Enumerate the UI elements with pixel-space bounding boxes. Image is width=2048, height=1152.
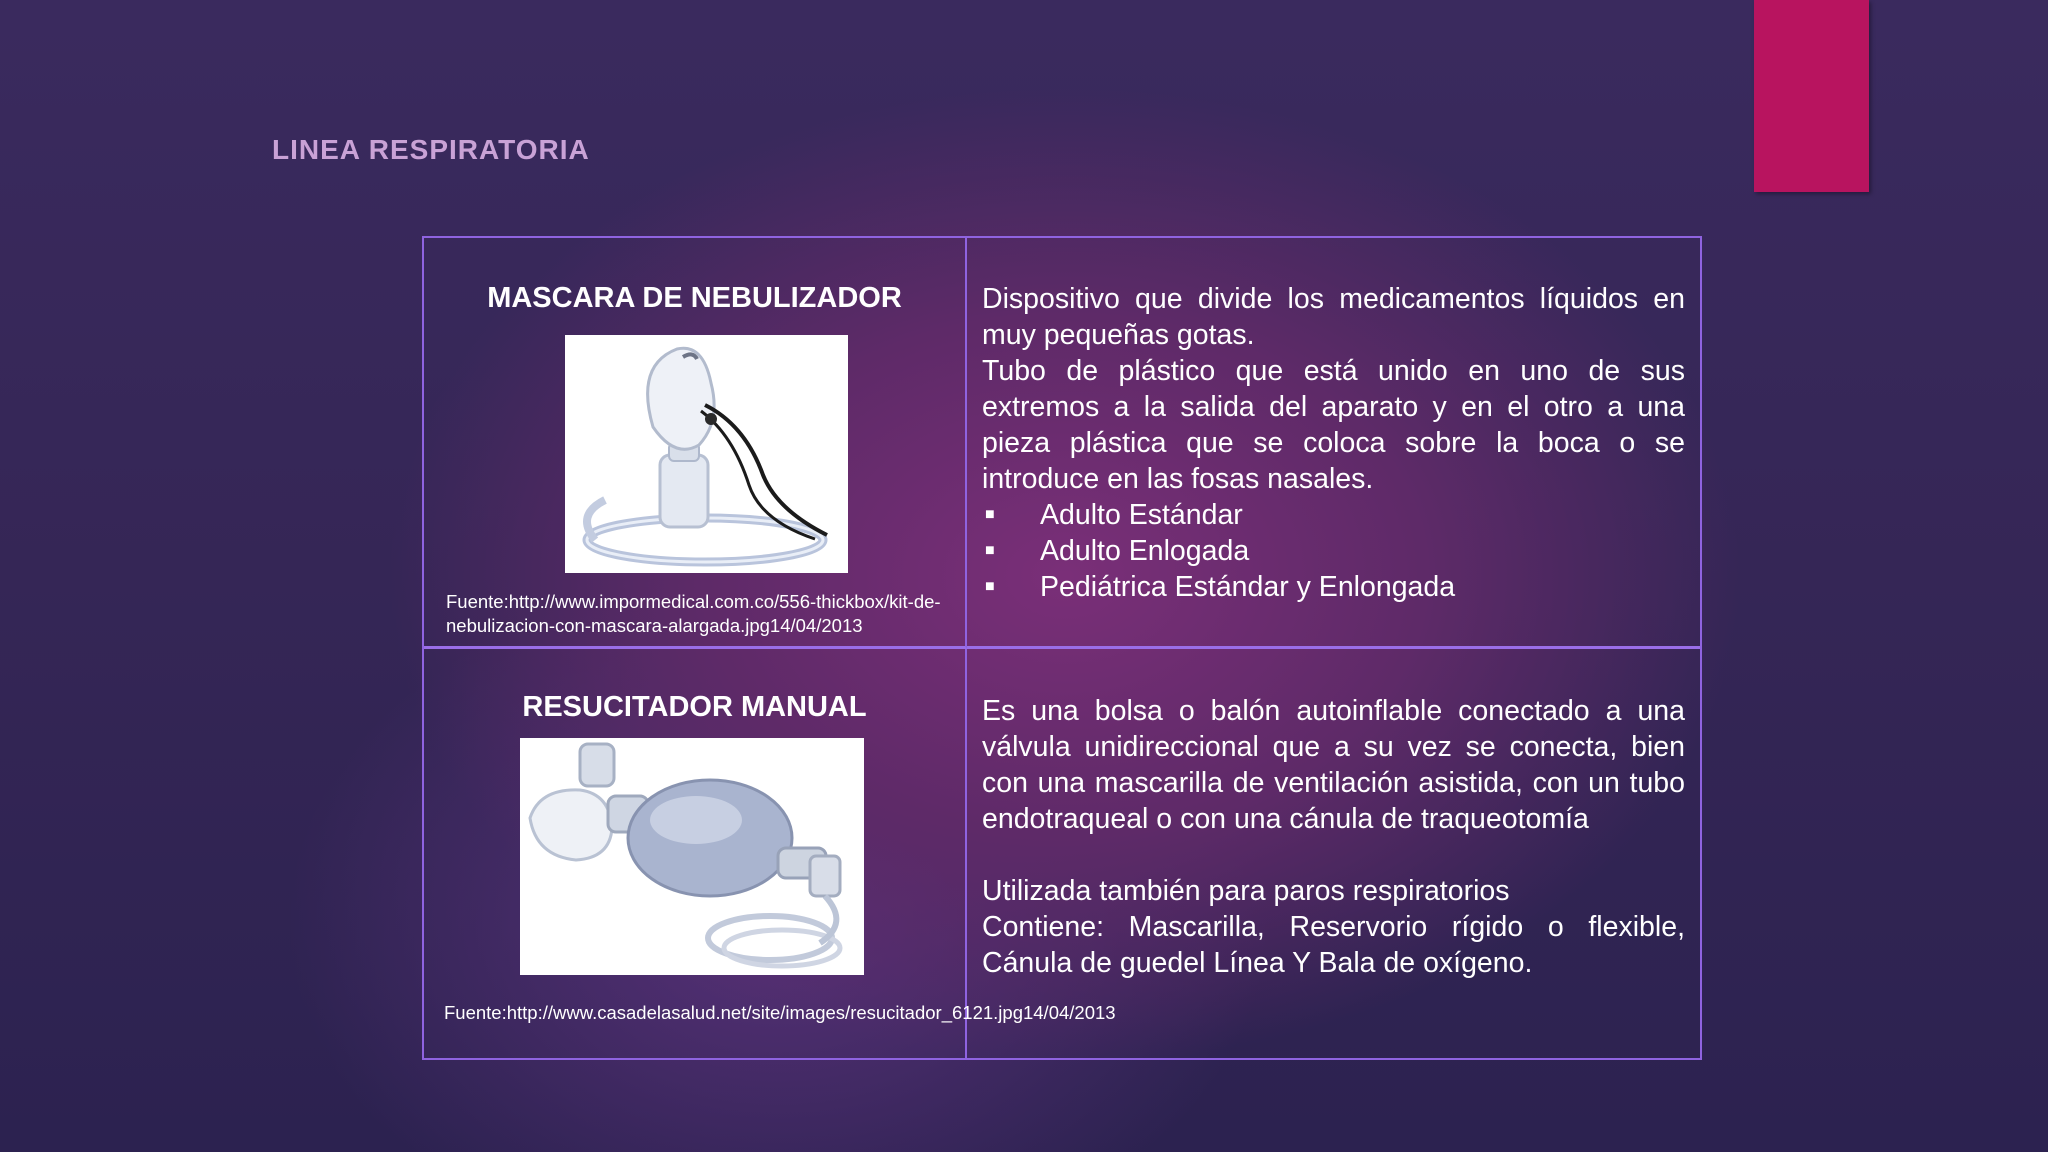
square-bullet-icon: ■ xyxy=(985,578,995,595)
resuscitator-title: RESUCITADOR MANUAL xyxy=(522,691,867,723)
nebulizer-mask-image xyxy=(565,335,848,573)
nebulizer-description-cell xyxy=(967,238,1700,649)
resuscitator-cell xyxy=(424,649,1116,1058)
device-table xyxy=(422,236,1702,1060)
list-item-label: Adulto Estándar xyxy=(1040,499,1243,531)
paragraph-spacer xyxy=(982,837,1685,873)
slide-title: LINEA RESPIRATORIA xyxy=(272,134,590,165)
nebulizer-description xyxy=(982,281,1685,605)
resuscitator-description xyxy=(982,693,1685,981)
square-bullet-icon: ■ xyxy=(985,542,995,559)
resuscitator-source: Fuente:http://www.casadelasalud.net/site/images/resucitador_6121.jpg14/04/2013 xyxy=(444,1002,1116,1023)
resuscitator-description-cell xyxy=(967,649,1700,1058)
nebulizer-types-list xyxy=(982,497,1685,605)
nebulizer-paragraph: Dispositivo que divide los medicamentos líquidos en muy pequeñas gotas. xyxy=(982,283,1685,351)
manual-resuscitator-image xyxy=(520,738,864,975)
square-bullet-icon: ■ xyxy=(985,506,995,523)
nebulizer-cell xyxy=(424,238,967,649)
nebulizer-title: MASCARA DE NEBULIZADOR xyxy=(487,282,902,314)
nebulizer-source: Fuente:http://www.impormedical.com.co/556-thickbox/kit-de-nebulizacion-con-mascara-alargada.jpg14/04/2013 xyxy=(446,591,941,636)
nebulizer-paragraph: Tubo de plástico que está unido en uno de sus extremos a la salida del aparato y en el otro a una pieza plástica que se coloca sobre la boca o se introduce en las fosas nasales. xyxy=(982,355,1685,495)
list-item xyxy=(982,497,1685,533)
resuscitator-paragraph: Contiene: Mascarilla, Reservorio rígido o flexible, Cánula de guedel Línea Y Bala de oxígeno. xyxy=(982,911,1685,979)
list-item-label: Adulto Enlogada xyxy=(1040,535,1250,567)
resuscitator-paragraph: Utilizada también para paros respiratorios xyxy=(982,875,1510,907)
accent-bar xyxy=(1754,0,1869,192)
list-item xyxy=(982,533,1685,569)
list-item-label: Pediátrica Estándar y Enlongada xyxy=(1040,571,1456,603)
list-item xyxy=(982,569,1685,605)
resuscitator-paragraph: Es una bolsa o balón autoinflable conectado a una válvula unidireccional que a su vez se conecta, bien con una mascarilla de ventilación asistida, con un tubo endotraqueal o con una cánula de traqueotomía xyxy=(982,695,1685,835)
